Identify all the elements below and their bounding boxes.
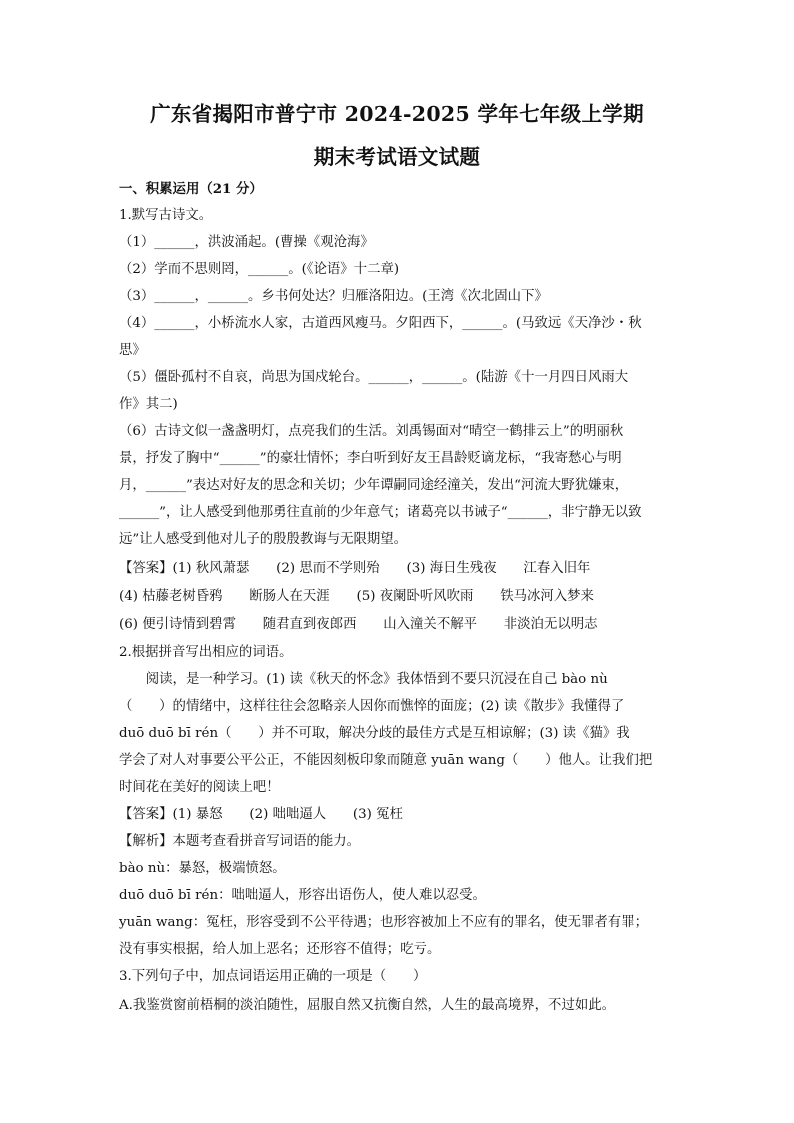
section-heading: 一、积累运用（21 分） [119, 181, 263, 197]
question-2-passage: 学会了对人对事要公平公正，不能因刻板印象而随意 yuān wang（ ）他人。让我们把 [119, 753, 653, 768]
question-2-passage: duō duō bī rén（ ）并不可取，解决分歧的最佳方式是互相谅解；(3) 读《猫》我 [119, 726, 630, 741]
question-1-item-4-cont: 思》 [119, 343, 146, 358]
question-1-item-6-cont: 远”让人感受到他对儿子的殷殷教诲与无限期望。 [119, 532, 408, 547]
analysis-2-line: 【解析】本题考查看拼音写词语的能力。 [119, 834, 361, 849]
document-title-line2: 期末考试语文试题 [313, 145, 481, 169]
answer-2-line: 【答案】(1) 暴怒 (2) 咄咄逼人 (3) 冤枉 [119, 807, 403, 822]
analysis-2-line: 没有事实根据，给人加上恶名；还形容不值得；吃亏。 [119, 942, 441, 957]
question-1-heading: 1.默写古诗文。 [119, 208, 213, 223]
question-2-passage: 时间花在美好的阅读上吧！ [119, 780, 280, 795]
document-title-line1: 广东省揭阳市普宁市 2024-2025 学年七年级上学期 [150, 102, 644, 126]
question-3-heading: 3.下列句子中，加点词语运用正确的一项是（ ） [119, 969, 427, 984]
question-2-passage: 阅读，是一种学习。(1) 读《秋天的怀念》我体悟到不要只沉浸在自己 bào nù [119, 672, 608, 687]
analysis-2-line: yuān wang：冤枉，形容受到不公平待遇；也形容被加上不应有的罪名，使无罪者有罪； [119, 915, 648, 930]
question-1-item-6-cont: 景，抒发了胸中“______”的豪壮情怀；李白听到好友王昌龄贬谪龙标，“我寄愁心与明 [119, 451, 622, 466]
analysis-2-line: duō duō bī rén：咄咄逼人，形容出语伤人，使人难以忍受。 [119, 888, 486, 903]
answer-1-line: (6) 便引诗情到碧霄 随君直到夜郎西 山入潼关不解平 非淡泊无以明志 [119, 617, 598, 632]
question-1-item-1: （1）______，洪波涌起。(曹操《观沧海》 [119, 235, 374, 250]
question-1-item-4: （4）______，小桥流水人家，古道西风瘦马。夕阳西下，______。(马致远《天净沙・秋 [119, 316, 642, 331]
answer-1-line: 【答案】(1) 秋风萧瑟 (2) 思而不学则殆 (3) 海日生残夜 江春入旧年 [119, 561, 591, 576]
analysis-2-line: bào nù：暴怒，极端愤怒。 [119, 861, 286, 876]
question-1-item-5-cont: 作》其二) [119, 397, 178, 412]
question-1-item-6-cont: ______”，让人感受到他那勇往直前的少年意气；诸葛亮以书诫子“______，非宁静无以致 [119, 505, 642, 520]
question-1-item-6: （6）古诗文似一盏盏明灯，点亮我们的生活。刘禹锡面对“晴空一鹤排云上”的明丽秋 [119, 424, 624, 439]
question-1-item-3: （3）______，______。乡书何处达？归雁洛阳边。(王湾《次北固山下》 [119, 289, 548, 304]
question-3-option-a: A.我鉴赏窗前梧桐的淡泊随性，屈服自然又抗衡自然，人生的最高境界，不过如此。 [119, 998, 615, 1013]
question-2-passage: （ ）的情绪中，这样往往会忽略亲人因你而憔悴的面庞；(2) 读《散步》我懂得了 [119, 699, 625, 714]
answer-1-line: (4) 枯藤老树昏鸦 断肠人在天涯 (5) 夜阑卧听风吹雨 铁马冰河入梦来 [119, 589, 594, 604]
question-1-item-2: （2）学而不思则罔，______。(《论语》十二章) [119, 262, 400, 277]
question-1-item-5: （5）僵卧孤村不自哀，尚思为国戍轮台。______，______。(陆游《十一月四日风雨大 [119, 370, 629, 385]
question-1-item-6-cont: 月，______”表达对好友的思念和关切；少年谭嗣同途经潼关，发出“河流大野犹嫌束， [119, 478, 629, 493]
question-2-heading: 2.根据拼音写出相应的词语。 [119, 645, 293, 660]
